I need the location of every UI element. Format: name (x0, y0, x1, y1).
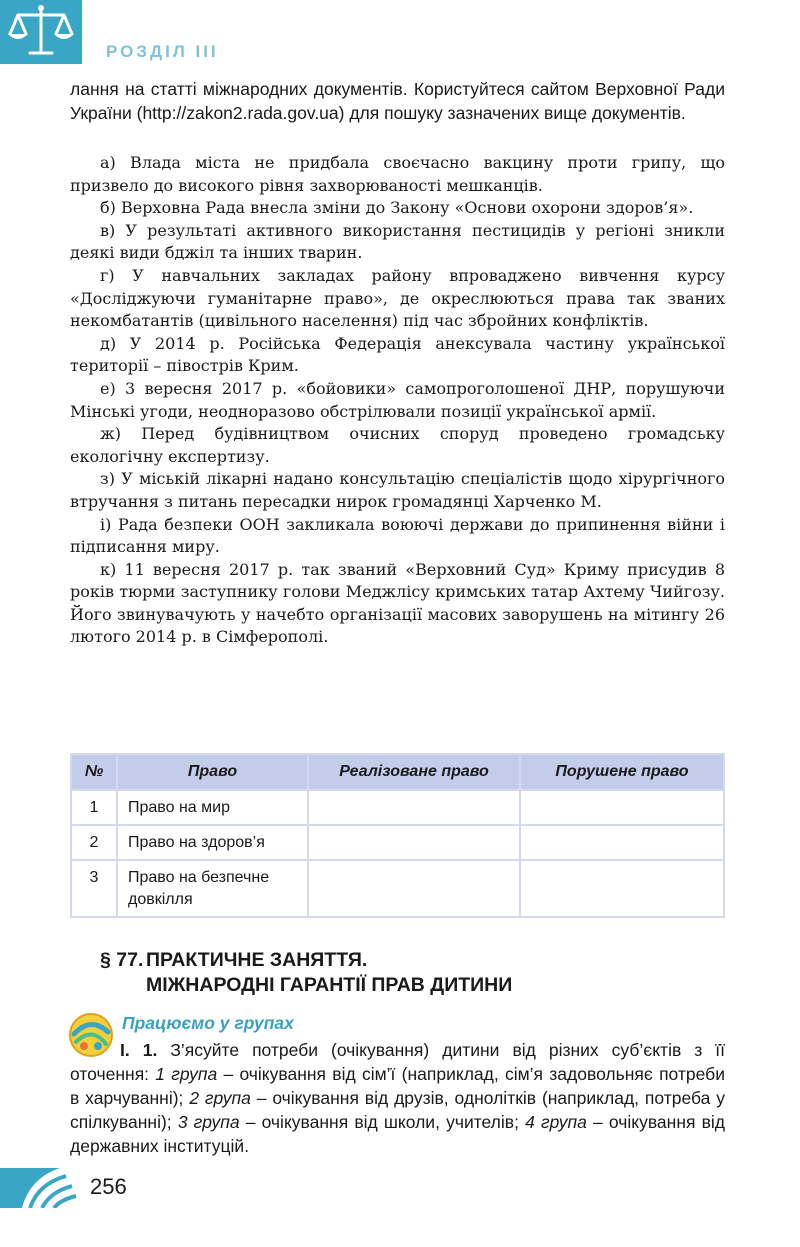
table-row (71, 825, 724, 860)
row-right: Право на здоров’я (117, 825, 308, 860)
list-item: д) У 2014 р. Російська Федерація анексувала частину української території – півострів Крим. (70, 333, 725, 376)
section-number: § 77. (100, 949, 144, 971)
header-realized-right: Реалізоване право (308, 754, 520, 790)
task-label: І. 1. (120, 1040, 158, 1060)
row-violated (520, 860, 724, 917)
task-text: – очікування від державних інституцій. (70, 1112, 725, 1156)
table-row (71, 790, 724, 825)
header-violated-right: Порушене право (520, 754, 724, 790)
list-item: к) 11 вересня 2017 р. так званий «Верховний Суд» Криму присудив 8 років тюрми заступнику голови Меджлісу кримських татар Ахтему Чийгозу. Його звинувачують у начебто організації масових заворушень на мітингу 26 лютого 2014 р. в Сімферополі. (70, 559, 725, 647)
wave-lines-icon (0, 1168, 86, 1208)
row-number: 3 (71, 860, 117, 917)
intro-paragraph: лання на статті міжнародних документів. Користуйтеся сайтом Верховної Ради України (http://zakon2.rada.gov.ua) для пошуку зазначених вище документів. (70, 79, 725, 123)
list-item: е) 3 вересня 2017 р. «бойовики» самопроголошеної ДНР, порушуючи Мінські угоди, неодноразово обстрілювали позиції української армії. (70, 378, 725, 421)
task-paragraph (70, 1038, 725, 1158)
page-number: 256 (90, 1174, 127, 1199)
row-violated (520, 790, 724, 825)
row-realized (308, 825, 520, 860)
section-header-box (0, 0, 82, 64)
row-right: Право на мир (117, 790, 308, 825)
group-label: 1 група (155, 1064, 218, 1084)
group-label: 2 група (189, 1088, 251, 1108)
task-text: – очікування від сім’ї (наприклад, сім’я задовольняє потреби в харчуванні); (70, 1064, 725, 1108)
header-number: № (71, 754, 117, 790)
task-text: З’ясуйте потреби (очікування) дитини від різних суб’єктів з її оточення: (70, 1040, 725, 1084)
list-item: ж) Перед будівництвом очисних споруд проведено громадську екологічну експертизу. (70, 424, 725, 466)
row-realized (308, 860, 520, 917)
situation-list (70, 152, 725, 649)
list-item: б) Верховна Рада внесла зміни до Закону «Основи охорони здоров’я». (100, 198, 694, 218)
header-right: Право (117, 754, 308, 790)
group-label: 3 група (177, 1112, 240, 1132)
list-item: з) У міській лікарні надано консультацію спеціалістів щодо хірургічного втручання з питань пересадки нирок громадянці Харченко М. (70, 469, 725, 511)
task-text: – очікування від друзів, однолітків (наприклад, потреба у спілкуванні); (70, 1088, 725, 1132)
group-label: 4 група (525, 1112, 587, 1132)
section-title-line2: МІЖНАРОДНІ ГАРАНТІЇ ПРАВ ДИТИНИ (146, 974, 513, 996)
list-item: а) Влада міста не придбала своєчасно вакцину проти грипу, що призвело до високого рівня захворюваності мешканців. (70, 153, 725, 195)
section-title-line1: ПРАКТИЧНЕ ЗАНЯТТЯ. (146, 949, 368, 971)
row-number: 1 (71, 790, 117, 825)
table-row (71, 860, 724, 917)
section-label: РОЗДІЛ ІІІ (106, 42, 219, 61)
scales-icon (0, 0, 82, 64)
table-header-row (71, 754, 724, 790)
section-heading (100, 948, 512, 998)
list-item: і) Рада безпеки ООН закликала воюючі держави до припинення війни і підписання миру. (70, 514, 725, 557)
row-right: Право на безпечне довкілля (117, 860, 308, 917)
row-number: 2 (71, 825, 117, 860)
task-text: – очікування від школи, учителів; (239, 1112, 526, 1132)
list-item: г) У навчальних закладах району впроваджено вивчення курсу «Досліджуючи гуманітарне право», де окреслюються права так званих некомбатантів (цивільного населення) під час збройних конфліктів. (70, 265, 725, 331)
group-work-title: Працюємо у групах (122, 1013, 294, 1033)
row-violated (520, 825, 724, 860)
row-realized (308, 790, 520, 825)
rights-table (70, 753, 725, 918)
list-item: в) У результаті активного використання пестицидів у регіоні зникли деякі види бджіл та інших тварин. (70, 220, 725, 263)
